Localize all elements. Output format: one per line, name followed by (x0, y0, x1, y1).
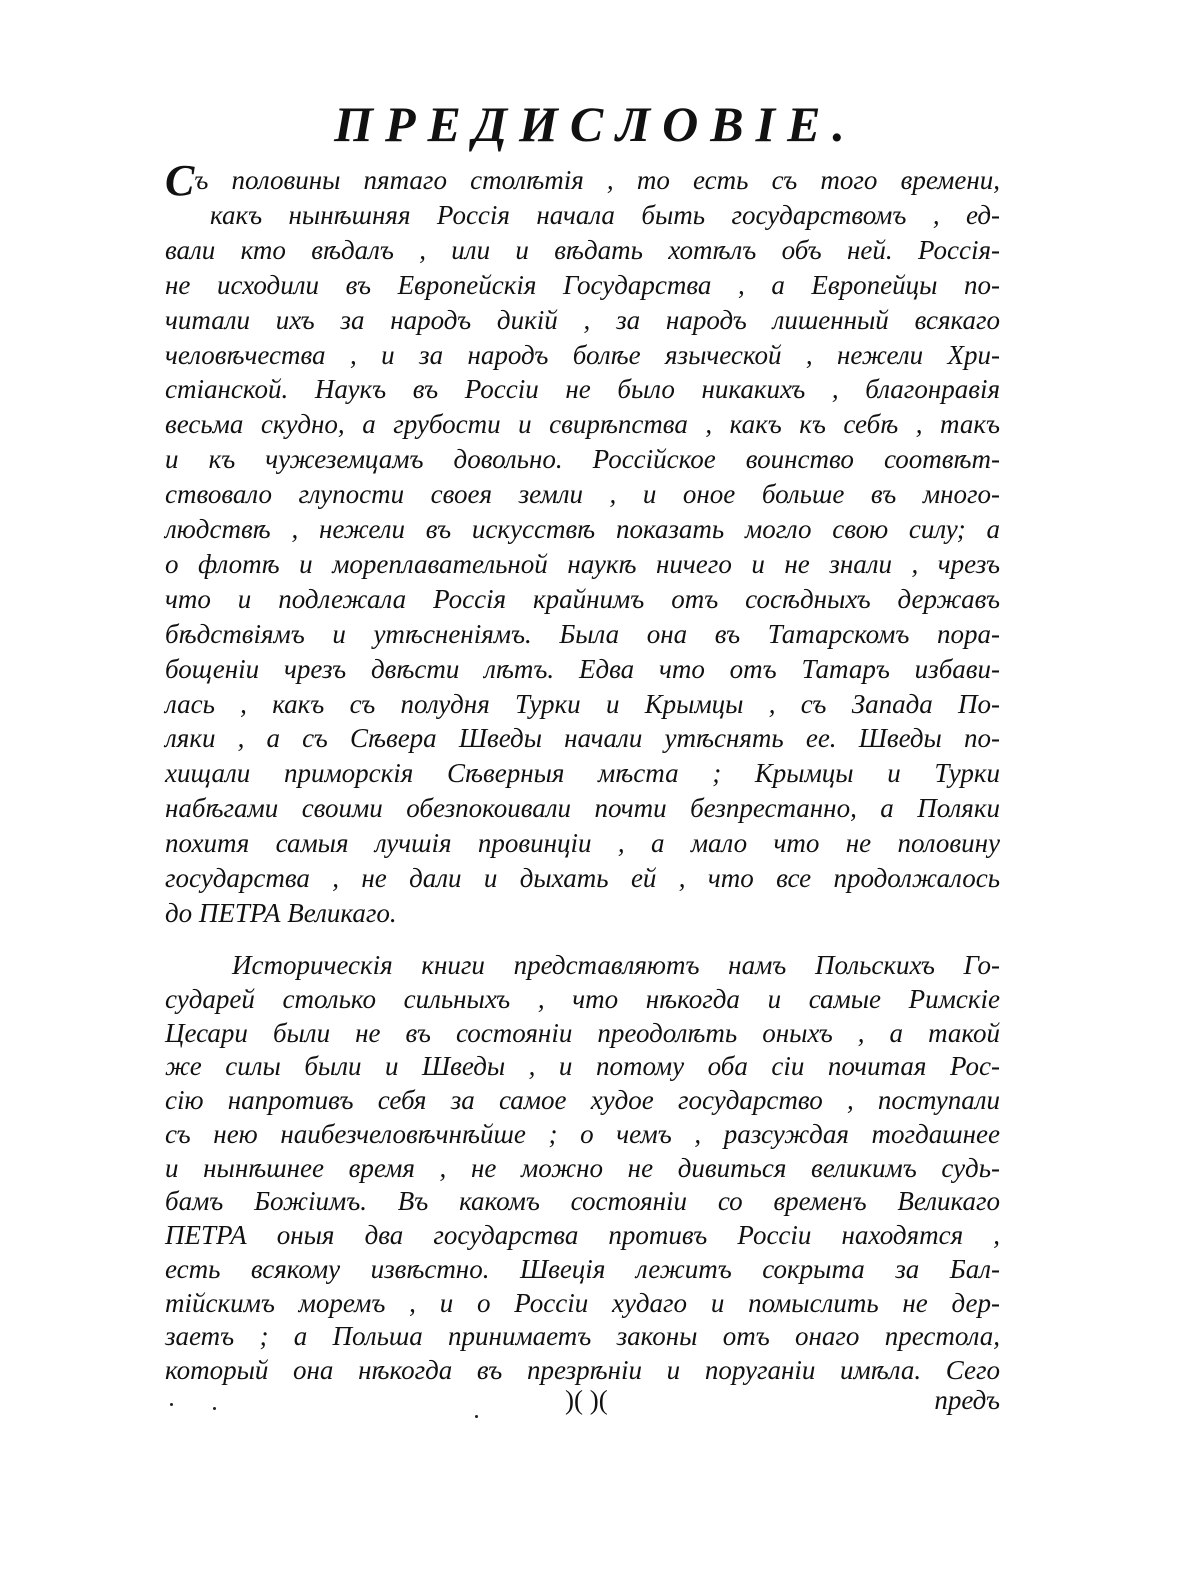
text-line (165, 1353, 1000, 1387)
text-line-content: тійскимъ моремъ , и о Россіи худаго и помыслить не дер- (165, 1287, 1000, 1318)
text-line (165, 1016, 1000, 1050)
text-line (165, 1184, 1000, 1218)
text-line (165, 861, 1000, 895)
text-line (165, 756, 1000, 790)
text-line-content: лась , какъ съ полудня Турки и Крымцы , съ Запада По- (165, 688, 1000, 719)
text-line (165, 268, 1000, 302)
text-line (210, 198, 1000, 232)
text-line-content: хищали приморскія Сѣверныя мѣста ; Крымцы и Турки (165, 758, 1000, 789)
text-line (165, 721, 1000, 755)
text-line (165, 1083, 1000, 1117)
catchword: предъ (934, 1385, 1000, 1415)
text-line-content: людствѣ , нежели въ искусствѣ показать могло свою силу; а (165, 514, 1000, 544)
text-line (165, 1252, 1000, 1286)
text-line (165, 582, 1000, 616)
text-line-content: и къ чужеземцамъ довольно. Россійское воинство соотвѣт- (165, 444, 1000, 475)
text-line-content: до ПЕТРА Великаго. (165, 897, 397, 928)
text-line-content: вали кто вѣдалъ , или и вѣдать хотѣлъ объ ней. Россія- (165, 234, 1000, 265)
page-footer (165, 1385, 1000, 1421)
text-line-content: Историческія книги представляютъ намъ Польскихъ Го- (232, 950, 1000, 980)
text-line-content: похитя самыя лучшія провинціи , а мало что не половину (165, 828, 1000, 859)
text-line (165, 1049, 1000, 1083)
text-line-content: Цесари были не въ состояніи преодолѣть оныхъ , а такой (165, 1017, 1000, 1048)
text-line (165, 477, 1000, 511)
text-line (232, 948, 1000, 982)
print-speck (213, 1407, 216, 1410)
text-line (165, 407, 1000, 441)
text-line-content: ляки , а съ Сѣвера Шведы начали утѣснять ее. Шведы по- (165, 723, 1000, 754)
print-speck (475, 1415, 478, 1418)
text-line-content: бѣдствіямъ и утѣсненіямъ. Была она въ Татарскомъ пора- (165, 618, 1000, 649)
text-line (165, 896, 1000, 930)
text-line-content: человѣчества , и за народъ болѣе языческой , нежели Хри- (165, 339, 1000, 370)
text-line-content: не исходили въ Европейскія Государства , а Европейцы по- (165, 269, 1000, 300)
text-line (165, 442, 1000, 476)
text-line-content: который она нѣкогда въ презрѣніи и поруганіи имѣла. Сего (165, 1355, 1000, 1385)
text-line (165, 156, 1000, 205)
text-line (165, 338, 1000, 372)
text-line-content: что и подлежала Россія крайнимъ отъ сосѣдныхъ державъ (165, 583, 1000, 614)
text-line (165, 1218, 1000, 1252)
text-line (165, 372, 1000, 406)
text-line-content: съ нею наибезчеловѣчнѣйше ; о чемъ , разсуждая тогдашнее (165, 1118, 1000, 1149)
text-line-content: и нынѣшнее время , не можно не дивиться великимъ судь- (165, 1152, 1000, 1183)
text-line (165, 617, 1000, 651)
text-line (165, 1319, 1000, 1353)
text-line-content: стіанской. Наукъ въ Россіи не было никакихъ , благонравія (165, 374, 1000, 405)
text-line-content: ПЕТРА оныя два государства противъ Россіи находятся , (165, 1220, 1000, 1250)
text-line (165, 233, 1000, 267)
text-line (165, 1117, 1000, 1151)
text-line-content: заетъ ; а Польша принимаетъ законы отъ онаго престола, (165, 1321, 1000, 1352)
text-line (165, 826, 1000, 860)
text-line-content: сію напротивъ себя за самое худое государство , поступали (165, 1085, 1000, 1115)
text-line-content: есть всякому извѣстно. Швеція лежитъ сокрыта за Бал- (165, 1253, 1000, 1284)
drop-initial: С (165, 156, 195, 205)
text-line-content: читали ихъ за народъ дикій , за народъ лишенный всякаго (165, 304, 1000, 335)
text-line-content: же силы были и Шведы , и потому оба сіи почитая Рос- (165, 1051, 1000, 1082)
text-line (165, 1286, 1000, 1320)
text-line (165, 791, 1000, 825)
text-line (165, 687, 1000, 721)
text-line-content: ъ половины пятаго столѣтія , то есть съ того времени, (194, 165, 1000, 195)
text-line-content: ствовало глупости своея земли , и оное больше въ много- (165, 479, 1000, 510)
print-speck (170, 1403, 173, 1406)
text-line (165, 303, 1000, 337)
text-line-content: какъ нынѣшняя Россія начала быть государствомъ , ед- (210, 199, 1000, 230)
text-line-content: сударей столько сильныхъ , что нѣкогда и самые Римскіе (165, 983, 1000, 1014)
text-line-content: бамъ Божіимъ. Въ какомъ состояніи со временъ Великаго (165, 1186, 1000, 1217)
text-line (165, 652, 1000, 686)
signature-mark: )( )( (565, 1385, 608, 1415)
text-line-content: государства , не дали и дыхать ей , что все продолжалось (165, 863, 1000, 893)
text-line-content: бощеніи чрезъ двѣсти лѣтъ. Едва что отъ Татаръ избави- (165, 653, 1000, 684)
page-title: ПРЕДИСЛОВІЕ. (334, 96, 857, 152)
text-line (165, 512, 1000, 546)
text-line (165, 1151, 1000, 1185)
text-line-content: набѣгами своими обезпокоивали почти безпрестанно, а Поляки (165, 793, 1000, 824)
text-line-content: весьма скудно, а грубости и свирѣпства , какъ къ себѣ , такъ (165, 409, 1000, 440)
text-line (165, 982, 1000, 1016)
text-line-content: о флотѣ и мореплавательной наукѣ ничего и не знали , чрезъ (165, 548, 1000, 579)
text-line (165, 547, 1000, 581)
